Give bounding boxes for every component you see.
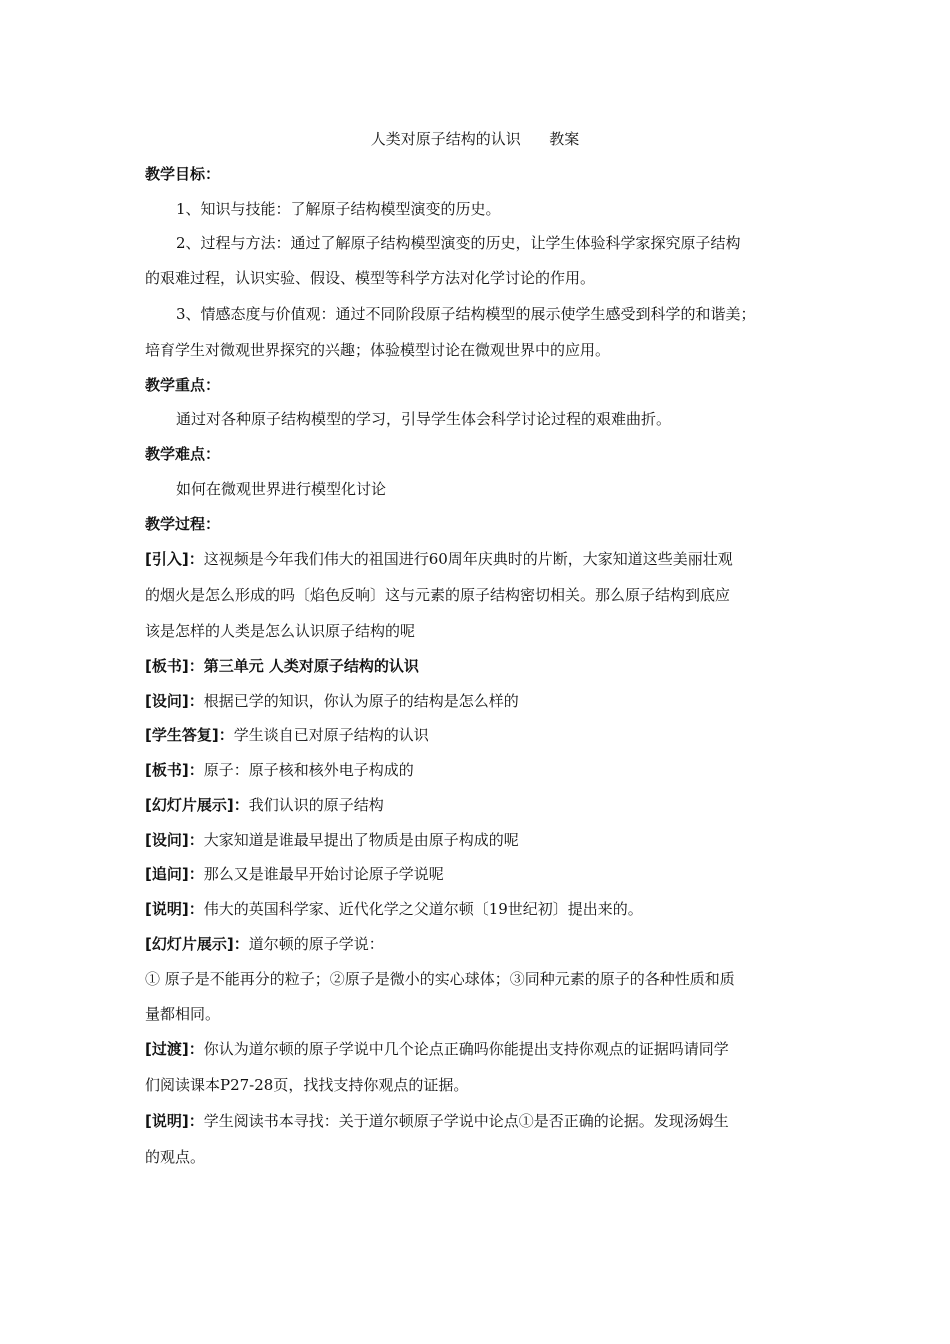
slide-1-tag: [幻灯片展示]： [145, 796, 249, 814]
transition-line-2: 们阅读课本P27-28页，找找支持你观点的证据。 [145, 1076, 469, 1094]
intro-line-3: 该是怎样的人类是怎么认识原子结构的呢 [145, 622, 416, 640]
dalton-points-line-1: ① 原子是不能再分的粒子；②原子是微小的实心球体；③同种元素的原子的各种性质和质 [145, 970, 735, 988]
slide-2-text: 道尔顿的原子学说： [248, 935, 384, 953]
slide-2-tag: [幻灯片展示]： [145, 935, 249, 953]
student-answer-tag: [学生答复]： [145, 726, 234, 744]
intro-line-1 [145, 549, 733, 569]
key-points-text: 通过对各种原子结构模型的学习，引导学生体会科学讨论过程的艰难曲折。 [176, 410, 672, 428]
explanation-1-text: 伟大的英国科学家、近代化学之父道尔顿〔19世纪初〕提出来的。 [203, 900, 643, 918]
explanation-2-text: 学生阅读书本寻找：关于道尔顿原子学说中论点①是否正确的论据。发现汤姆生 [203, 1112, 729, 1130]
objectives-heading: 教学目标： [145, 165, 221, 183]
transition-line-1 [145, 1039, 729, 1059]
objective-item-1: 1、知识与技能：了解原子结构模型演变的历史。 [176, 200, 501, 218]
question-3 [145, 864, 444, 884]
slide-2 [145, 934, 384, 954]
question-1 [145, 691, 519, 711]
difficulties-heading: 教学难点： [145, 445, 221, 463]
objective-item-3-line-1: 3、情感态度与价值观：通过不同阶段原子结构模型的展示使学生感受到科学的和谐美； [176, 305, 756, 323]
board-heading: [板书]：第三单元 人类对原子结构的认识 [145, 657, 419, 675]
question-2 [145, 830, 519, 850]
dalton-points-line-2: 量都相同。 [145, 1005, 221, 1023]
question-3-tag: [追问]： [145, 865, 204, 883]
document-title: 人类对原子结构的认识 教案 [370, 130, 580, 148]
explanation-2-line-2: 的观点。 [145, 1148, 206, 1166]
board-2-tag: [板书]： [145, 761, 204, 779]
student-answer [145, 725, 429, 745]
intro-line-2: 的烟火是怎么形成的吗〔焰色反响〕这与元素的原子结构密切相关。那么原子结构到底应 [145, 586, 731, 604]
question-1-text: 根据已学的知识，你认为原子的结构是怎么样的 [203, 692, 519, 710]
question-1-tag: [设问]： [145, 692, 204, 710]
explanation-2-line-1 [145, 1111, 729, 1131]
objective-item-2-line-2: 的艰难过程，认识实验、假设、模型等科学方法对化学讨论的作用。 [145, 269, 596, 287]
explanation-2-tag: [说明]： [145, 1112, 204, 1130]
transition-tag: [过渡]： [145, 1040, 204, 1058]
board-2-text: 原子：原子核和核外电子构成的 [203, 761, 414, 779]
question-2-tag: [设问]： [145, 831, 204, 849]
transition-text: 你认为道尔顿的原子学说中几个论点正确吗你能提出支持你观点的证据吗请同学 [203, 1040, 729, 1058]
question-3-text: 那么又是谁最早开始讨论原子学说呢 [203, 865, 444, 883]
board-2 [145, 760, 414, 780]
slide-1-text: 我们认识的原子结构 [248, 796, 384, 814]
explanation-1 [145, 899, 643, 919]
process-heading: 教学过程： [145, 515, 221, 533]
student-answer-text: 学生谈自已对原子结构的认识 [233, 726, 429, 744]
difficulties-text: 如何在微观世界进行模型化讨论 [176, 480, 387, 498]
key-points-heading: 教学重点： [145, 376, 221, 394]
question-2-text: 大家知道是谁最早提出了物质是由原子构成的呢 [203, 831, 519, 849]
objective-item-2-line-1: 2、过程与方法：通过了解原子结构模型演变的历史，让学生体验科学家探究原子结构 [176, 234, 741, 252]
intro-text: 这视频是今年我们伟大的祖国进行60周年庆典时的片断，大家知道这些美丽壮观 [203, 550, 733, 568]
objective-item-3-line-2: 培育学生对微观世界探究的兴趣；体验模型讨论在微观世界中的应用。 [145, 341, 611, 359]
slide-1 [145, 795, 384, 815]
explanation-1-tag: [说明]： [145, 900, 204, 918]
intro-tag: [引入]： [145, 550, 204, 568]
